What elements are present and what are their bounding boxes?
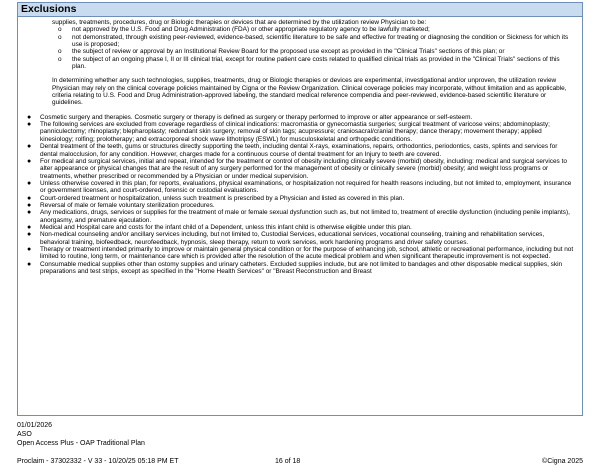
determination-paragraph: In determining whether any such technologies, supplies, treatments, drug or Biologic therapies or devices are experimental, investigational and/or unproven, the utilization review Physician may rely on the clinical coverage policies maintained by Cigna or the Review Organization. Clinical coverage policies may incorporate, without limitation and as applicable, criteria relating to U.S. Food and Drug Administration-approved labeling, the standard medical reference compendia and peer-reviewed, evidence-based scientific literature or guidelines. bbox=[52, 77, 567, 107]
sub-list-item: o not approved by the U.S. Food and Drug Administration (FDA) or other appropriate regulatory agency to be lawfully marketed; bbox=[58, 26, 430, 34]
bullet-icon: ● bbox=[27, 201, 32, 209]
sub-bullet-marker: o bbox=[58, 55, 62, 63]
sub-bullet-marker: o bbox=[58, 48, 62, 56]
bullet-icon: ● bbox=[27, 143, 32, 151]
footer-plan-name: Open Access Plus - OAP Traditional Plan bbox=[17, 440, 145, 448]
section-content bbox=[18, 17, 582, 275]
bullet-icon: ● bbox=[27, 179, 32, 187]
bullet-icon: ● bbox=[27, 231, 32, 239]
bullet-icon: ● bbox=[27, 194, 32, 202]
exclusion-item: ● The following services are excluded from coverage regardless of clinical indications: macromastia or gynecomastia surgeries; surgical treatment of varicose veins; abdominoplasty; panniculectomy; rhinoplasty; blepharoplasty; redundant skin surgery; removal of skin tags; acupressure; craniosacral/cranial therapy; dance therapy; movement therapy; applied kinesiology; rolfing; prolotherapy; and extracorporeal shock wave lithotripsy (ESWL) for musculoskeletal and orthopedic conditions. bbox=[27, 121, 550, 143]
footer-date: 01/01/2026 bbox=[17, 422, 53, 429]
bullet-icon: ● bbox=[27, 113, 32, 121]
bullet-icon: ● bbox=[27, 121, 32, 129]
exclusion-item: ● Unless otherwise covered in this plan, for reports, evaluations, physical examinations, or hospitalization not required for health reasons including, but not limited to, employment, insurance or government licenses, and court-ordered, forensic or custodial evaluations. bbox=[27, 179, 572, 195]
sub-bullet-marker: o bbox=[58, 26, 62, 34]
exclusions-section bbox=[17, 2, 583, 416]
exclusion-item: ● For medical and surgical services, initial and repeat, intended for the treatment or control of obesity including clinically severe (morbid) obesity, including: medical and surgical services to alter appearance or physical changes that are the result of any surgery performed for the management of obesity or clinically severe (morbid) obesity; and weight loss programs or treatments, whether prescribed or recommended by a Physician or under medical supervision. bbox=[27, 157, 567, 180]
bullet-icon: ● bbox=[27, 223, 32, 231]
page-number: 16 of 18 bbox=[275, 458, 301, 465]
bullet-icon: ● bbox=[27, 245, 32, 253]
sub-list-item: o not demonstrated, through existing peer-reviewed, evidence-based, scientific literature to be safe and effective for treating or diagnosing the condition or Sickness for which its use is proposed; bbox=[58, 33, 569, 49]
exclusion-item: ● Non-medical counseling and/or ancillary services including, but not limited to, Custodial Services, educational services, vocational counseling, training and rehabilitation services, behavioral training, biofeedback, neurofeedback, hypnosis, sleep therapy, return to work services, work hardening programs and driver safety courses. bbox=[27, 231, 545, 246]
exclusion-item: ● Dental treatment of the teeth, gums or structures directly supporting the teeth, including dental X-rays, examinations, repairs, orthodontics, periodontics, casts, splints and services for dental malocclusion, for any condition. However, charges made for a continuous course of dental treatment for an Injury to teeth are covered. bbox=[27, 143, 558, 158]
sub-list bbox=[22, 26, 574, 70]
document-id: Proclaim - 37302332 - V 33 - 10/20/25 05:18 PM ET bbox=[17, 458, 179, 465]
footer-plan-type: ASO bbox=[17, 431, 32, 439]
sub-bullet-marker: o bbox=[58, 33, 62, 41]
exclusion-list bbox=[22, 114, 574, 276]
exclusion-item: ● Therapy or treatment intended primarily to improve or maintain general physical condition or for the purpose of enhancing job, school, athletic or recreational performance, including but not limited to routine, long term, or maintenance care which is provided after the resolution of the acute medical problem and when significant therapeutic improvement is not expected. bbox=[27, 245, 574, 261]
section-title: Exclusions bbox=[18, 3, 582, 17]
exclusion-item: ● Cosmetic surgery and therapies. Cosmetic surgery or therapy is defined as surgery or therapy performed to improve or alter appearance or self-esteem. bbox=[27, 113, 473, 121]
exclusion-item: ● Consumable medical supplies other than ostomy supplies and urinary catheters. Excluded supplies include, but are not limited to bandages and other disposable medical supplies, skin preparations and test strips, except as specified in the "Home Health Services" or "Breast Reconstruction and Breast bbox=[27, 260, 563, 275]
intro-text: supplies, treatments, procedures, drug or Biologic therapies or devices that are determined by the utilization review Physician to be: bbox=[52, 19, 427, 26]
page-footer bbox=[17, 421, 145, 448]
exclusion-item: ● Medical and Hospital care and costs for the infant child of a Dependent, unless this infant child is otherwise eligible under this plan. bbox=[27, 223, 412, 231]
exclusion-item: ● Reversal of male or female voluntary sterilization procedures. bbox=[27, 201, 215, 209]
sub-list-item: o the subject of review or approval by an Institutional Review Board for the proposed use except as provided in the "Clinical Trials" sections of this plan; or bbox=[58, 48, 505, 56]
exclusion-item: ● Court-ordered treatment or hospitalization, unless such treatment is prescribed by a Physician and listed as covered in this plan. bbox=[27, 194, 405, 202]
bullet-icon: ● bbox=[27, 157, 32, 165]
sub-list-item: o the subject of an ongoing phase I, II or III clinical trial, except for routine patient care costs related to qualified clinical trials as provided in the "Clinical Trials" sections of this plan. bbox=[58, 55, 560, 71]
exclusion-item: ● Any medications, drugs, services or supplies for the treatment of male or female sexual dysfunction such as, but not limited to, treatment of erectile dysfunction (including penile implants), anorgasmy, and premature ejaculation. bbox=[27, 209, 570, 224]
bullet-icon: ● bbox=[27, 260, 32, 268]
bullet-icon: ● bbox=[27, 209, 32, 217]
copyright: ©Cigna 2025 bbox=[542, 458, 583, 465]
